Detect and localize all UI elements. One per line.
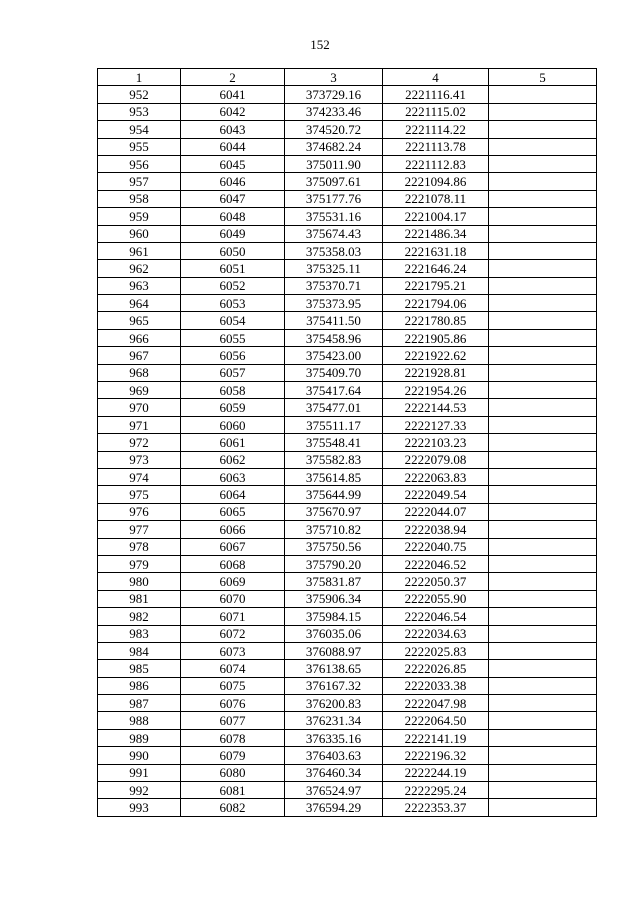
table-cell-col3: 374520.72	[285, 121, 383, 138]
table-cell-col1: 981	[98, 590, 181, 607]
table-cell-col4: 2222033.38	[383, 677, 489, 694]
table-cell-col5	[489, 486, 597, 503]
table-cell-col4: 2221954.26	[383, 382, 489, 399]
table-cell-col3: 375548.41	[285, 434, 383, 451]
table-cell-col1: 985	[98, 660, 181, 677]
table-cell-col1: 993	[98, 799, 181, 816]
table-cell-col5	[489, 677, 597, 694]
table-cell-col5	[489, 660, 597, 677]
table-cell-col2: 6057	[181, 364, 285, 381]
table-cell-col4: 2221905.86	[383, 329, 489, 346]
table-cell-col4: 2221922.62	[383, 347, 489, 364]
table-cell-col2: 6042	[181, 103, 285, 120]
table-row	[98, 242, 597, 259]
table-cell-col2: 6055	[181, 329, 285, 346]
table-cell-col3: 375831.87	[285, 573, 383, 590]
table-cell-col1: 961	[98, 242, 181, 259]
table-cell-col5	[489, 521, 597, 538]
header-row	[98, 69, 597, 86]
table-cell-col5	[489, 312, 597, 329]
table-cell-col5	[489, 590, 597, 607]
table-row	[98, 729, 597, 746]
table-cell-col1: 975	[98, 486, 181, 503]
table-cell-col4: 2221113.78	[383, 138, 489, 155]
table-cell-col1: 973	[98, 451, 181, 468]
table-cell-col1: 954	[98, 121, 181, 138]
table-cell-col2: 6079	[181, 747, 285, 764]
table-cell-col4: 2222244.19	[383, 764, 489, 781]
table-cell-col2: 6064	[181, 486, 285, 503]
table-cell-col1: 978	[98, 538, 181, 555]
table-cell-col3: 375531.16	[285, 208, 383, 225]
table-row	[98, 799, 597, 816]
table-cell-col4: 2221094.86	[383, 173, 489, 190]
table-cell-col4: 2222079.08	[383, 451, 489, 468]
table-cell-col3: 375409.70	[285, 364, 383, 381]
table-cell-col3: 375670.97	[285, 503, 383, 520]
table-cell-col2: 6050	[181, 242, 285, 259]
table-cell-col5	[489, 190, 597, 207]
table-cell-col1: 970	[98, 399, 181, 416]
table-row	[98, 573, 597, 590]
table-cell-col5	[489, 555, 597, 572]
table-cell-col2: 6062	[181, 451, 285, 468]
table-row	[98, 695, 597, 712]
table-cell-col2: 6056	[181, 347, 285, 364]
table-row	[98, 521, 597, 538]
table-cell-col1: 964	[98, 295, 181, 312]
table-cell-col5	[489, 695, 597, 712]
table-cell-col4: 2221115.02	[383, 103, 489, 120]
table-cell-col2: 6048	[181, 208, 285, 225]
table-row	[98, 86, 597, 103]
table-cell-col2: 6073	[181, 642, 285, 659]
table-cell-col3: 375411.50	[285, 312, 383, 329]
table-row	[98, 608, 597, 625]
table-cell-col3: 375644.99	[285, 486, 383, 503]
table-header	[98, 69, 597, 86]
table-cell-col5	[489, 451, 597, 468]
table-body	[98, 86, 597, 816]
table-cell-col1: 979	[98, 555, 181, 572]
table-row	[98, 277, 597, 294]
table-cell-col4: 2222044.07	[383, 503, 489, 520]
table-cell-col4: 2222064.50	[383, 712, 489, 729]
table-cell-col2: 6080	[181, 764, 285, 781]
header-cell-3: 3	[285, 69, 383, 86]
table-cell-col3: 376167.32	[285, 677, 383, 694]
table-cell-col3: 375984.15	[285, 608, 383, 625]
table-cell-col3: 375511.17	[285, 416, 383, 433]
table-cell-col5	[489, 295, 597, 312]
table-row	[98, 625, 597, 642]
table-row	[98, 399, 597, 416]
table-cell-col3: 375417.64	[285, 382, 383, 399]
table-row	[98, 451, 597, 468]
table-cell-col2: 6075	[181, 677, 285, 694]
table-cell-col3: 376088.97	[285, 642, 383, 659]
table-cell-col2: 6058	[181, 382, 285, 399]
table-row	[98, 782, 597, 799]
table-cell-col2: 6082	[181, 799, 285, 816]
table-cell-col1: 955	[98, 138, 181, 155]
table-cell-col1: 990	[98, 747, 181, 764]
table-row	[98, 712, 597, 729]
table-cell-col1: 974	[98, 468, 181, 485]
table-row	[98, 434, 597, 451]
header-cell-1: 1	[98, 69, 181, 86]
table-cell-col1: 991	[98, 764, 181, 781]
table-cell-col2: 6041	[181, 86, 285, 103]
table-cell-col2: 6078	[181, 729, 285, 746]
table-cell-col1: 992	[98, 782, 181, 799]
table-cell-col5	[489, 155, 597, 172]
table-cell-col2: 6072	[181, 625, 285, 642]
table-cell-col3: 375906.34	[285, 590, 383, 607]
table-row	[98, 747, 597, 764]
table-cell-col3: 375614.85	[285, 468, 383, 485]
table-cell-col3: 376138.65	[285, 660, 383, 677]
table-row	[98, 364, 597, 381]
header-cell-4: 4	[383, 69, 489, 86]
table-cell-col1: 965	[98, 312, 181, 329]
table-row	[98, 138, 597, 155]
table-cell-col5	[489, 729, 597, 746]
table-cell-col5	[489, 364, 597, 381]
table-cell-col2: 6074	[181, 660, 285, 677]
table-cell-col5	[489, 399, 597, 416]
table-row	[98, 382, 597, 399]
table-cell-col1: 983	[98, 625, 181, 642]
table-cell-col2: 6046	[181, 173, 285, 190]
table-cell-col1: 977	[98, 521, 181, 538]
table-cell-col1: 960	[98, 225, 181, 242]
table-cell-col2: 6044	[181, 138, 285, 155]
table-cell-col5	[489, 608, 597, 625]
table-cell-col4: 2222046.54	[383, 608, 489, 625]
table-cell-col3: 375458.96	[285, 329, 383, 346]
table-row	[98, 503, 597, 520]
table-cell-col5	[489, 712, 597, 729]
table-cell-col5	[489, 138, 597, 155]
table-cell-col4: 2221794.06	[383, 295, 489, 312]
table-cell-col3: 375477.01	[285, 399, 383, 416]
table-cell-col4: 2221780.85	[383, 312, 489, 329]
table-cell-col4: 2222196.32	[383, 747, 489, 764]
table-cell-col3: 376231.34	[285, 712, 383, 729]
table-cell-col5	[489, 121, 597, 138]
table-cell-col2: 6063	[181, 468, 285, 485]
coordinates-table	[97, 68, 597, 817]
table-cell-col5	[489, 764, 597, 781]
table-cell-col5	[489, 642, 597, 659]
table-row	[98, 486, 597, 503]
table-cell-col5	[489, 347, 597, 364]
table-row	[98, 555, 597, 572]
table-cell-col2: 6070	[181, 590, 285, 607]
table-cell-col2: 6054	[181, 312, 285, 329]
table-cell-col1: 980	[98, 573, 181, 590]
table-cell-col4: 2221078.11	[383, 190, 489, 207]
table-cell-col1: 956	[98, 155, 181, 172]
table-cell-col3: 376035.06	[285, 625, 383, 642]
table-cell-col1: 986	[98, 677, 181, 694]
table-cell-col2: 6059	[181, 399, 285, 416]
table-cell-col3: 375011.90	[285, 155, 383, 172]
table-row	[98, 173, 597, 190]
table-cell-col3: 375582.83	[285, 451, 383, 468]
table-cell-col3: 375750.56	[285, 538, 383, 555]
table-cell-col2: 6071	[181, 608, 285, 625]
table-cell-col4: 2221646.24	[383, 260, 489, 277]
table-row	[98, 155, 597, 172]
table-cell-col4: 2222038.94	[383, 521, 489, 538]
table-cell-col4: 2222050.37	[383, 573, 489, 590]
table-row	[98, 468, 597, 485]
table-row	[98, 190, 597, 207]
table-cell-col5	[489, 538, 597, 555]
table-cell-col4: 2222049.54	[383, 486, 489, 503]
table-cell-col1: 969	[98, 382, 181, 399]
table-cell-col5	[489, 277, 597, 294]
table-row	[98, 121, 597, 138]
table-cell-col4: 2222295.24	[383, 782, 489, 799]
table-cell-col5	[489, 503, 597, 520]
table-cell-col2: 6052	[181, 277, 285, 294]
table-cell-col3: 376524.97	[285, 782, 383, 799]
table-cell-col4: 2221631.18	[383, 242, 489, 259]
table-cell-col4: 2222046.52	[383, 555, 489, 572]
table-cell-col1: 982	[98, 608, 181, 625]
table-row	[98, 347, 597, 364]
table-cell-col2: 6068	[181, 555, 285, 572]
table-row	[98, 103, 597, 120]
table-cell-col3: 375674.43	[285, 225, 383, 242]
table-cell-col1: 957	[98, 173, 181, 190]
table-row	[98, 416, 597, 433]
table-cell-col3: 373729.16	[285, 86, 383, 103]
table-cell-col2: 6060	[181, 416, 285, 433]
table-cell-col5	[489, 382, 597, 399]
table-row	[98, 642, 597, 659]
table-cell-col2: 6077	[181, 712, 285, 729]
table-row	[98, 208, 597, 225]
table-cell-col4: 2222040.75	[383, 538, 489, 555]
table-cell-col5	[489, 260, 597, 277]
table-cell-col4: 2222127.33	[383, 416, 489, 433]
table-cell-col1: 952	[98, 86, 181, 103]
table-cell-col4: 2221004.17	[383, 208, 489, 225]
table-cell-col3: 375325.11	[285, 260, 383, 277]
table-cell-col3: 375790.20	[285, 555, 383, 572]
table-cell-col4: 2221486.34	[383, 225, 489, 242]
table-cell-col3: 376594.29	[285, 799, 383, 816]
table-cell-col4: 2222047.98	[383, 695, 489, 712]
table-row	[98, 329, 597, 346]
table-cell-col4: 2222025.83	[383, 642, 489, 659]
table-cell-col1: 987	[98, 695, 181, 712]
table-cell-col5	[489, 434, 597, 451]
table-row	[98, 538, 597, 555]
table-cell-col2: 6069	[181, 573, 285, 590]
table-cell-col2: 6045	[181, 155, 285, 172]
table-cell-col5	[489, 225, 597, 242]
table-row	[98, 660, 597, 677]
table-cell-col1: 966	[98, 329, 181, 346]
table-cell-col4: 2222055.90	[383, 590, 489, 607]
table-cell-col5	[489, 782, 597, 799]
table-cell-col3: 376460.34	[285, 764, 383, 781]
table-cell-col4: 2222144.53	[383, 399, 489, 416]
table-cell-col4: 2222034.63	[383, 625, 489, 642]
table-cell-col5	[489, 103, 597, 120]
table-cell-col4: 2222063.83	[383, 468, 489, 485]
table-cell-col3: 375097.61	[285, 173, 383, 190]
table-cell-col4: 2221112.83	[383, 155, 489, 172]
table-cell-col2: 6043	[181, 121, 285, 138]
table-row	[98, 590, 597, 607]
table-cell-col1: 967	[98, 347, 181, 364]
header-cell-2: 2	[181, 69, 285, 86]
table-cell-col1: 958	[98, 190, 181, 207]
table-cell-col5	[489, 242, 597, 259]
table-cell-col5	[489, 625, 597, 642]
table-cell-col5	[489, 208, 597, 225]
table-cell-col3: 376403.63	[285, 747, 383, 764]
table-cell-col1: 976	[98, 503, 181, 520]
table-cell-col5	[489, 329, 597, 346]
table-cell-col4: 2222353.37	[383, 799, 489, 816]
table-cell-col5	[489, 747, 597, 764]
table-cell-col1: 953	[98, 103, 181, 120]
table-cell-col2: 6061	[181, 434, 285, 451]
table-cell-col1: 984	[98, 642, 181, 659]
table-cell-col3: 375177.76	[285, 190, 383, 207]
table-cell-col1: 988	[98, 712, 181, 729]
table-cell-col4: 2221928.81	[383, 364, 489, 381]
table-cell-col4: 2222141.19	[383, 729, 489, 746]
table-cell-col2: 6065	[181, 503, 285, 520]
table-cell-col1: 971	[98, 416, 181, 433]
table-cell-col2: 6066	[181, 521, 285, 538]
table-cell-col1: 989	[98, 729, 181, 746]
table-cell-col2: 6047	[181, 190, 285, 207]
table-cell-col2: 6049	[181, 225, 285, 242]
table-cell-col1: 963	[98, 277, 181, 294]
page-number: 152	[310, 37, 330, 52]
table-cell-col4: 2222103.23	[383, 434, 489, 451]
table-cell-col2: 6053	[181, 295, 285, 312]
table-cell-col3: 375370.71	[285, 277, 383, 294]
table-cell-col5	[489, 416, 597, 433]
table-row	[98, 225, 597, 242]
table-cell-col4: 2221795.21	[383, 277, 489, 294]
table-cell-col1: 962	[98, 260, 181, 277]
table-row	[98, 260, 597, 277]
table-cell-col1: 972	[98, 434, 181, 451]
table-cell-col3: 376200.83	[285, 695, 383, 712]
table-cell-col2: 6081	[181, 782, 285, 799]
table-cell-col5	[489, 468, 597, 485]
table-row	[98, 764, 597, 781]
table-cell-col1: 959	[98, 208, 181, 225]
table-cell-col4: 2221116.41	[383, 86, 489, 103]
table-row	[98, 312, 597, 329]
table-cell-col1: 968	[98, 364, 181, 381]
header-cell-5: 5	[489, 69, 597, 86]
table-cell-col2: 6067	[181, 538, 285, 555]
table-row	[98, 295, 597, 312]
table-cell-col3: 375373.95	[285, 295, 383, 312]
table-cell-col5	[489, 86, 597, 103]
table-row	[98, 677, 597, 694]
table-cell-col5	[489, 573, 597, 590]
table-cell-col3: 375423.00	[285, 347, 383, 364]
table-cell-col5	[489, 799, 597, 816]
table-cell-col2: 6051	[181, 260, 285, 277]
table-cell-col3: 375710.82	[285, 521, 383, 538]
table-cell-col3: 374233.46	[285, 103, 383, 120]
table-cell-col4: 2222026.85	[383, 660, 489, 677]
table-cell-col2: 6076	[181, 695, 285, 712]
table-cell-col4: 2221114.22	[383, 121, 489, 138]
table-cell-col3: 374682.24	[285, 138, 383, 155]
table-cell-col3: 376335.16	[285, 729, 383, 746]
table-cell-col5	[489, 173, 597, 190]
table-cell-col3: 375358.03	[285, 242, 383, 259]
